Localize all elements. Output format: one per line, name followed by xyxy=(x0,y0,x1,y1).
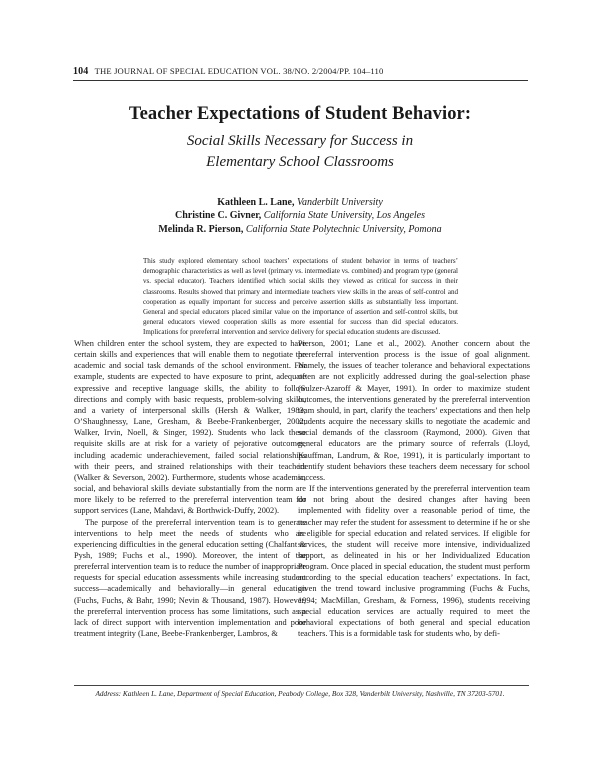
correspondence-address: Address: Kathleen L. Lane, Department of Special Education, Peabody College, Box 328, Vanderbilt University, Nashville, TN 37203-5701. xyxy=(95,689,505,698)
article-subtitle xyxy=(60,131,540,173)
body-paragraph: When children enter the school system, they are expected to have certain skills and experiences that will enable them to negotiate the academic and social task demands of the school environment. For example, students are expected to have exposure to print, adequate expressive and receptive language skills, the ability to follow directions and comply with basic requests, problem-solving skills, and a variety of interpersonal skills (Hersh & Walker, 1983; O’Shaughnessy, Lane, Gresham, & Beebe-Frankenberger, 2002; Walker, Irvin, Noell, & Singer, 1992). Students who lack these requisite skills are at risk for a variety of pejorative outcomes, including academic underachievement, failed social relationships with their peers, and strained relationships with their teachers (Walker & Severson, 2002). Furthermore, students whose academic, social, and behavioral skills deviate substantially from the norm are more likely to be referred to the prereferral intervention team for support services (Lane, Mahdavi, & Borthwick-Duffy, 2002). xyxy=(74,339,306,516)
page-number: 104 xyxy=(73,66,89,77)
author-affiliation: Vanderbilt University xyxy=(296,197,383,208)
subtitle-line: Social Skills Necessary for Success in xyxy=(186,133,414,149)
abstract: This study explored elementary school teachers’ expectations of student behavior in terms of teachers’ demographic characteristics as well as level (primary vs. intermediate vs. combined) and program type (general vs. special educator). Teachers identified which social skills they viewed as critical for success in their classrooms. Results showed that primary and intermediate teachers view skills in the areas of self-control and cooperation as equally important for success and perceive assertion skills as substantially less important. General and special educators placed similar value on the importance of assertion and self-control skills, but general educators viewed cooperation skills as more essential for success than did special educators. Implications for prereferral intervention and service delivery for special education students are discussed. xyxy=(143,257,458,337)
author-line xyxy=(60,196,540,209)
article-title: Teacher Expectations of Student Behavior: xyxy=(128,104,472,124)
body-paragraph: The purpose of the prereferral intervention team is to generate interventions to help meet the needs of students who are experiencing difficulties in the general education setting (Chalfant & Pysh, 1989; Fuchs et al., 1990). Moreover, the intent of the prereferral intervention team is to reduce the number of inappropriate requests for special education assessments while increasing student success—academically and behaviorally—in general education (Fuchs, Fuchs, & Bahr, 1990; Nevin & Thousand, 1987). However, the prereferral intervention process has some limitations, such as a lack of direct support with intervention implementation and poor treatment integrity (Lane, Beebe-Frankenberger, Lambros, & xyxy=(74,517,306,639)
body-column-right xyxy=(298,338,530,639)
subtitle-line: Elementary School Classrooms xyxy=(206,154,394,170)
body-paragraph: Pierson, 2001; Lane et al., 2002). Another concern about the prereferral intervention process is the issue of goal alignment. Namely, the issues of teacher tolerance and behavioral expectations often are not explicitly addressed during the goal-selection phase (Sulzer-Azaroff & Mayer, 1991). In order to maximize student outcomes, the interventions generated by the prereferral intervention team should, in part, clarify the teachers’ expectations and then help students acquire the necessary skills to negotiate the academic and social demands of the classroom (Raymond, 2000). Given that general educators are the primary source of referrals (Lloyd, Kauffman, Landrum, & Roe, 1991), it is particularly important to identify student behaviors these teachers deem necessary for school success. xyxy=(298,339,530,482)
author-name: Kathleen L. Lane, xyxy=(217,197,295,208)
journal-citation: THE JOURNAL OF SPECIAL EDUCATION VOL. 38/NO. 2/2004/PP. 104–110 xyxy=(94,66,384,76)
author-line xyxy=(60,209,540,222)
author-affiliation: California State University, Los Angeles xyxy=(263,210,425,222)
author-affiliation: California State Polytechnic University, Pomona xyxy=(245,223,442,235)
footnote-rule xyxy=(74,685,529,686)
author-name: Christine C. Givner, xyxy=(174,210,262,222)
author-line xyxy=(60,223,540,236)
author-list xyxy=(60,196,540,236)
body-column-left xyxy=(74,338,306,639)
author-name: Melinda R. Pierson, xyxy=(158,223,244,235)
running-head xyxy=(73,66,533,77)
header-rule xyxy=(73,80,528,81)
body-paragraph: If the interventions generated by the prereferral intervention team do not bring about the desired changes after having been implemented with fidelity over a reasonable period of time, the teacher may refer the student for assessment to determine if he or she is eligible for special education and related services. If eligible for services, the student will receive more intensive, individualized support, as delineated in his or her Individualized Education Program. Once placed in special education, the student must perform according to the special education teachers’ expectations. In fact, given the trend toward inclusive programming (Fuchs & Fuchs, 1994; MacMillan, Gresham, & Forness, 1996), students receiving special education services are actually required to meet the behavioral expectations of both general and special education teachers. This is a formidable task for students who, by defi- xyxy=(298,484,530,639)
